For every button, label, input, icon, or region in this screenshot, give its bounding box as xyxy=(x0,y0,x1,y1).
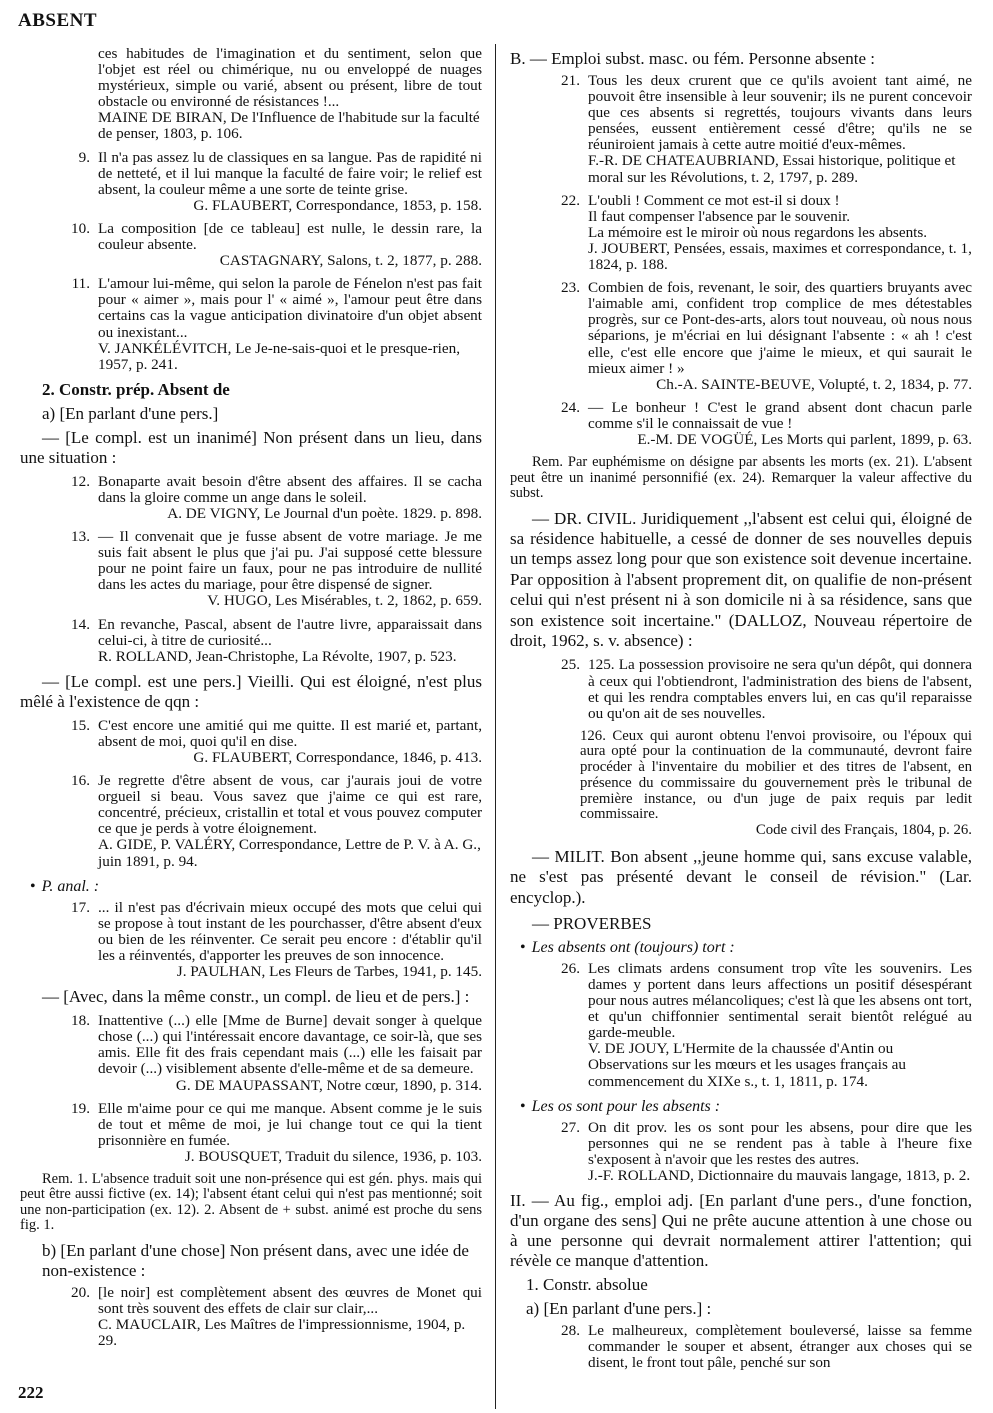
example-line: Il faut compenser l'absence par le souvenir. xyxy=(588,207,851,225)
definition-inanime: — [Le compl. est un inanimé] Non présent dans un lieu, dans une situation : xyxy=(20,427,482,467)
example-text: Elle m'aime pour ce qui me manque. Absent comme je le suis de tout et même de moi, je lui change tout ce qui la tient prisonnière en fumée. xyxy=(98,1099,482,1149)
example-text: Je regrette d'être absent de vous, car j'aurais joui de votre orgueil si beau. Vous savez que j'aime ce qui est rare, concentré, précieux, cristallin et total et vous pouvez computer ce que je perds à votre éloignement. xyxy=(98,772,482,838)
example-number: 14. xyxy=(71,615,90,633)
example-source: CASTAGNARY, Salons, t. 2, 1877, p. 288. xyxy=(219,252,482,270)
example-number: 15. xyxy=(71,716,90,734)
example-text: L'amour lui-même, qui selon la parole de Fénelon n'est pas fait pour « aimer », mais pour l' « aimé », l'amour peut être dans certains cas la vague anticipation divinatoire d'un objet absent ou inexistant... xyxy=(98,275,482,341)
example-22 xyxy=(510,193,972,273)
example-source: J. JOUBERT, Pensées, essais, maximes et correspondance, t. 1, 1824, p. 188. xyxy=(588,239,972,274)
example-text: En revanche, Pascal, absent de l'autre livre, apparaissait dans celui-ci, à titre de curiosité... xyxy=(98,615,482,649)
example-16 xyxy=(20,773,482,870)
example-number: 28. xyxy=(561,1322,580,1340)
example-line: La mémoire est le miroir où nous regardons les absents. xyxy=(588,223,928,241)
right-column xyxy=(510,46,972,1378)
example-source: V. JANKÉLÉVITCH, Le Je-ne-sais-quoi et le presque-rien, 1957, p. 241. xyxy=(98,339,461,373)
section-heading-2: 2. Constr. prép. Absent de xyxy=(42,379,230,399)
left-column xyxy=(20,46,482,1356)
example-text: On dit prov. les os sont pour les absens, pour dire que les personnes qui ne se rendent pas à table à l'heure fixe s'exposent à n'avoir que les restes des autres. xyxy=(588,1118,972,1168)
example-19 xyxy=(20,1101,482,1165)
example-continued xyxy=(20,46,482,143)
example-11 xyxy=(20,276,482,373)
example-source: J. PAULHAN, Les Fleurs de Tarbes, 1941, p. 145. xyxy=(176,963,482,981)
example-14 xyxy=(20,617,482,665)
example-source: V. DE JOUY, L'Hermite de la chaussée d'Antin ou Observations sur les mœurs et les usages français au commencement du XIXe s., t. 1, 1811, p. 174. xyxy=(588,1040,907,1090)
example-number: 19. xyxy=(71,1099,90,1117)
example-number: 23. xyxy=(561,279,580,297)
example-number: 25. xyxy=(561,656,580,674)
example-source: G. FLAUBERT, Correspondance, 1853, p. 158. xyxy=(193,196,482,214)
example-28 xyxy=(510,1323,972,1371)
example-text: La composition [de ce tableau] est nulle, le dessin rare, la couleur absente. xyxy=(98,219,482,254)
proverbes-heading: — PROVERBES xyxy=(532,913,652,933)
bullet-proverb-1: • Les absents ont (toujours) tort : xyxy=(520,938,735,956)
example-text: — Le bonheur ! C'est le grand absent dont chacun parle comme s'il le connaissait de vue ! xyxy=(588,398,972,432)
bullet-icon: • xyxy=(30,877,36,895)
example-26 xyxy=(510,961,972,1090)
definition-pers: — [Le compl. est une pers.] Vieilli. Qui est éloigné, n'est plus mêlé à l'existence de qqn : xyxy=(20,671,482,711)
example-number: 18. xyxy=(71,1012,90,1030)
example-9 xyxy=(20,150,482,214)
example-20 xyxy=(20,1285,482,1349)
example-line: L'oubli ! Comment ce mot est-il si doux ! xyxy=(588,191,840,209)
example-21 xyxy=(510,73,972,186)
example-17 xyxy=(20,900,482,980)
example-25 xyxy=(510,657,972,721)
example-number: 12. xyxy=(71,472,90,490)
subsection-a-fig: a) [En parlant d'une pers.] : xyxy=(526,1299,712,1319)
example-23 xyxy=(510,280,972,393)
example-text: 126. Ceux qui auront obtenu l'envoi provisoire, ou l'époux qui aura opté pour la continuation de la communauté, devront faire procéder à l'inventaire du mobilier et des titres de l'absent, en présence du commissaire du gouvernement près le tribunal de première instance, ou d'un juge de paix requis par ledit commissaire. xyxy=(580,727,972,823)
dr-civil-definition: — DR. CIVIL. Juridiquement ,,l'absent est celui qui, éloigné de sa résidence habituelle, a cessé de donner de ses nouvelles depuis un temps assez long pour que son existence soit devenue incertaine. Par opposition à l'absent proprement dit, on qualifie de non-présent celui qui n'est présent ni à son domicile ni à sa résidence, sans que son existence soit incertaine." (DALLOZ, Nouveau répertoire de droit, 1962, s. v. absence) : xyxy=(510,508,972,650)
example-18 xyxy=(20,1013,482,1093)
column-divider xyxy=(495,44,496,1409)
bullet-proverb-2: • Les os sont pour les absents : xyxy=(520,1097,721,1115)
example-source: R. ROLLAND, Jean-Christophe, La Révolte, 1907, p. 523. xyxy=(98,647,457,665)
example-text: Les climats ardens consument trop vîte les souvenirs. Les dames y portent dans leurs affections un positif désespérant pour nous autres mélancoliques; c'est là que les absens ont tort, et qu'un chiffonnier sentimental serait bientôt relégué au garde-meuble. xyxy=(588,959,972,1042)
bullet-icon: • xyxy=(520,938,526,956)
example-source: J. BOUSQUET, Traduit du silence, 1936, p. 103. xyxy=(184,1147,482,1165)
example-source: E.-M. DE VOGÜÉ, Les Morts qui parlent, 1899, p. 63. xyxy=(637,430,972,448)
example-source: C. MAUCLAIR, Les Maîtres de l'impressionnisme, 1904, p. 29. xyxy=(98,1316,466,1350)
example-text: Le malheureux, complètement bouleversé, laisse sa femme commander le souper et absent, étranger aux choses qui se disent, le front tout pâle, penché sur son xyxy=(588,1322,972,1372)
example-text: Il n'a pas assez lu de classiques en sa langue. Pas de rapidité ni de netteté, et il lui manque la faculté de faire voir; le relief est absent, la couleur même a une sorte de teinte grise. xyxy=(98,148,482,198)
example-number: 10. xyxy=(71,219,90,237)
example-number: 21. xyxy=(561,72,580,89)
example-text: — Il convenait que je fusse absent de votre mariage. Je me suis fait absent le plus que j'ai pu. J'ai supposé cette blessure pour ne point faire un faux, pour ne pas introduire de nullité dans les actes du mariage, pour être dispensé de signer. xyxy=(98,528,482,594)
remark: Rem. Par euphémisme on désigne par absents les morts (ex. 21). L'absent peut être un inanimé personnifié (ex. 24). Remarquer la valeur affective du subst. xyxy=(510,454,972,502)
example-24 xyxy=(510,400,972,448)
milit-definition: — MILIT. Bon absent ,,jeune homme qui, sans excuse valable, ne s'est pas présenté devant le conseil de révision." (Lar. encyclop.). xyxy=(510,846,972,907)
example-source: J.-F. ROLLAND, Dictionnaire du mauvais langage, 1813, p. 2. xyxy=(588,1166,971,1184)
example-number: 20. xyxy=(71,1283,90,1301)
example-source: G. DE MAUPASSANT, Notre cœur, 1890, p. 314. xyxy=(175,1076,482,1094)
example-15 xyxy=(20,718,482,766)
example-text: ... il n'est pas d'écrivain mieux occupé des mots que celui qui se propose à tout instant de les pourchasser, d'être absent d'eux ou bien de les réinventer. Ce serait peu encore : d'établir qu'il les a réinventés, d'apporter les preuves de son innocence. xyxy=(98,898,482,964)
example-source: A. DE VIGNY, Le Journal d'un poète. 1829. p. 898. xyxy=(167,504,482,522)
page-number: 222 xyxy=(18,1383,44,1402)
example-27 xyxy=(510,1120,972,1184)
example-source: A. GIDE, P. VALÉRY, Correspondance, Lettre de P. V. à A. G., juin 1891, p. 94. xyxy=(98,836,481,870)
example-text: C'est encore une amitié qui me quitte. Il est marié et, partant, absent de moi, quoi qu'il en dise. xyxy=(98,716,482,750)
example-source: Ch.-A. SAINTE-BEUVE, Volupté, t. 2, 1834, p. 77. xyxy=(656,375,972,393)
example-number: 27. xyxy=(561,1118,580,1136)
example-text: Tous les deux crurent que ce qu'ils avoient tant aimé, ne pouvoit être insensible à leur souvenir; ils ne purent concevoir que ces absents si regrettés, toujours vivants dans leurs pensées, eussent entièrement cessé d'être; qu'ils ne se réuniroient jamais à cette autre moitié d'eux-mêmes. xyxy=(588,72,972,154)
example-source: F.-R. DE CHATEAUBRIAND, Essai historique, politique et moral sur les Révolutions, t. 2, 1797, p. 289. xyxy=(588,152,956,186)
example-text: [le noir] est complètement absent des œuvres de Monet qui sont très souvent des effets de clair sur clair,... xyxy=(98,1283,482,1318)
section-heading-II: II. — Au fig., emploi adj. [En parlant d'une pers., d'une fonction, d'un organe des sens] Qui ne prête aucune attention à une chose ou à une personne qui devrait normalement attirer l'attention; qui révèle ce manque d'attention. xyxy=(510,1191,972,1271)
bullet-icon: • xyxy=(520,1097,526,1115)
bullet-p-anal: • P. anal. : xyxy=(30,877,100,895)
example-text: Inattentive (...) elle [Mme de Burne] devait songer à quelque chose (...) qui l'intéressait encore davantage, ce soir-là, que ses amis. Elle fit des frais cependant mais (...) elle les faisait par devoir (...) visiblement absente d'elle-même et de sa demeure. xyxy=(98,1012,482,1078)
remark-1: Rem. 1. L'absence traduit soit une non-présence qui est gén. phys. mais qui peut être aussi fictive (ex. 14); l'absent étant celui qui n'est pas mentionné; soit une non-participation (ex. 12). 2. Absent de + subst. animé est proche du sens fig. 1. xyxy=(20,1170,482,1234)
example-text: Combien de fois, revenant, le soir, des quartiers bruyants avec l'aimable ami, confident trop complice de mes détestables progrès, sur ce Pont-des-arts, alors tout nouveau, où nous nous séparions, je m'écriai en lui désignant l'absente : « ah ! c'est elle, c'est elle encore que j'aime le mieux, et qui saurait le mieux aimer ! » xyxy=(588,279,972,377)
example-number: 24. xyxy=(561,398,580,416)
example-number: 16. xyxy=(71,772,90,790)
example-number: 13. xyxy=(71,528,90,546)
example-number: 17. xyxy=(71,898,90,916)
example-13 xyxy=(20,529,482,609)
example-source: V. HUGO, Les Misérables, t. 2, 1862, p. 659. xyxy=(207,592,482,610)
subsection-a: a) [En parlant d'une pers.] xyxy=(42,403,219,423)
example-text: ces habitudes de l'imagination et du sentiment, selon que l'objet est réel ou chimérique, nu ou enveloppé de nuages mystérieux, simple ou varié, absent ou présent, libre de tout obstacle ou environné de résistances !... xyxy=(98,45,482,111)
section-heading-b: B. — Emploi subst. masc. ou fém. Personne absente : xyxy=(510,49,875,68)
example-10 xyxy=(20,221,482,269)
example-source: MAINE DE BIRAN, De l'Influence de l'habitude sur la faculté de penser, 1803, p. 106. xyxy=(98,109,480,143)
example-25-continued xyxy=(580,729,972,839)
example-source: G. FLAUBERT, Correspondance, 1846, p. 413. xyxy=(193,749,482,766)
subsection-b: b) [En parlant d'une chose] Non présent dans, avec une idée de non-existence : xyxy=(42,1240,469,1280)
example-text: Bonaparte avait besoin d'être absent des affaires. Il se cacha dans la gloire comme un ange dans le soleil. xyxy=(98,472,482,506)
example-number: 26. xyxy=(561,959,580,977)
example-number: 9. xyxy=(78,148,90,166)
example-number: 11. xyxy=(71,275,90,293)
subsection-1: 1. Constr. absolue xyxy=(526,1275,648,1295)
example-12 xyxy=(20,474,482,522)
example-number: 22. xyxy=(561,191,580,209)
definition-lieu: — [Avec, dans la même constr., un compl. de lieu et de pers.] : xyxy=(42,987,470,1007)
running-head: ABSENT xyxy=(18,10,98,31)
example-source: Code civil des Français, 1804, p. 26. xyxy=(755,822,972,838)
example-text: 125. La possession provisoire ne sera qu'un dépôt, qui donnera à ceux qui l'obtiendront, l'administration des biens de l'absent, et qui les rendra comptables envers lui, en cas qu'il reparaisse ou qu'on ait de ses nouvelles. xyxy=(588,656,972,722)
